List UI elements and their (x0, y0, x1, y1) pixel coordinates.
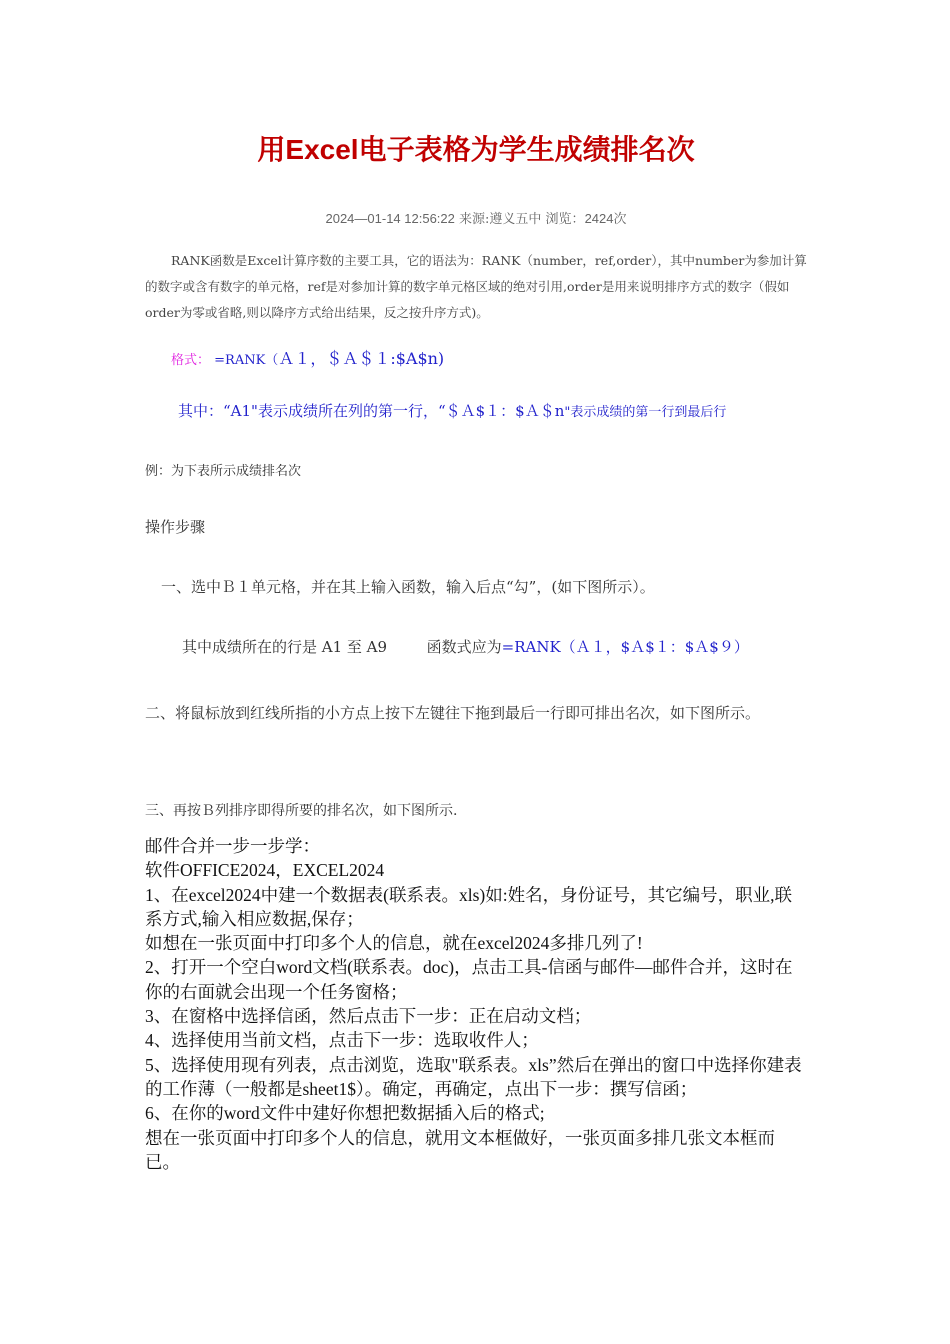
mail-merge-line: 2、打开一个空白word文档(联系表。doc)，点击工具-信函与邮件—邮件合并，这时在你的右面就会出现一个任务窗格； (145, 957, 793, 1002)
formula-label: 函数式应为 (426, 638, 502, 656)
mail-merge-line: 5、选择使用现有列表，点击浏览，选取"联系表。xls”然后在弹出的窗口中选择你建表的工作薄（一般都是sheet1$）。确定，再确定，点出下一步：撰写信函； (145, 1054, 802, 1099)
rows-text: 其中成绩所在的行是 A1 至 A9 (182, 638, 388, 656)
mail-merge-line: 软件OFFICE2024，EXCEL2024 (145, 860, 385, 881)
intro-paragraph: RANK函数是Excel计算序数的主要工具，它的语法为：RANK（number，ref,order），其中number为参加计算的数字或含有数字的单元格，ref是对参加计算的数字单元格区域的绝对引用,order是用来说明排序方式的数字（假如order为零或省略,则以降序方式给出结果，反之按升序方式)。 (145, 253, 807, 320)
steps-heading: 操作步骤 (145, 518, 206, 536)
source-label: 来源:遵义五中 (459, 212, 542, 227)
article-meta (145, 208, 807, 227)
where-line (178, 400, 726, 421)
mail-merge-line: 想在一张页面中打印多个人的信息，就用文本框做好，一张页面多排几张文本框而已。 (145, 1127, 775, 1172)
views-label: 浏览： (545, 212, 585, 227)
format-line (171, 346, 444, 369)
where-main: 其中：“A1"表示成绩所在列的第一行，“＄Ａ$１：$Ａ＄n (178, 402, 565, 420)
publish-datetime: 2024—01-14 12:56:22 (325, 211, 455, 226)
format-label: 格式： (171, 353, 211, 368)
views-unit: 次 (613, 212, 627, 227)
views-count: 2424 (584, 211, 614, 226)
where-tail: "表示成绩的第一行到最后行 (564, 405, 727, 420)
mail-merge-line: 如想在一张页面中打印多个人的信息，就在excel2024多排几列了! (145, 933, 643, 954)
format-args: Ａ１，＄Ａ＄１:$A$n) (278, 349, 445, 368)
step-3: 三、再按Ｂ列排序即得所要的排名次，如下图所示. (145, 803, 458, 819)
mail-merge-line: 邮件合并一步一步学： (145, 836, 320, 856)
formula-text: =RANK（Ａ１，$Ａ$１：$Ａ$９） (501, 638, 749, 656)
step-1-detail (182, 636, 749, 657)
format-func: =RANK（ (214, 353, 279, 368)
mail-merge-line: 1、在excel2024中建一个数据表(联系表。xls)如:姓名，身份证号，其它编号，职业,联系方式,输入相应数据,保存； (145, 884, 792, 929)
mail-merge-line: 4、选择使用当前文档，点击下一步：选取收件人； (145, 1030, 539, 1051)
mail-merge-line: 3、在窗格中选择信函，然后点击下一步：正在启动文档； (145, 1006, 592, 1027)
mail-merge-line: 6、在你的word文件中建好你想把数据插入后的格式; (145, 1103, 545, 1124)
mail-merge-section (145, 834, 807, 1174)
example-line: 例：为下表所示成绩排名次 (145, 464, 302, 479)
step-1: 一、选中Ｂ１单元格，并在其上输入函数，输入后点“勾”，(如下图所示）。 (161, 578, 655, 596)
step-2: 二、将鼠标放到红线所指的小方点上按下左键往下拖到最后一行即可排出名次，如下图所示。 (145, 704, 761, 722)
article-title: 用Excel电子表格为学生成绩排名次 (257, 134, 695, 165)
